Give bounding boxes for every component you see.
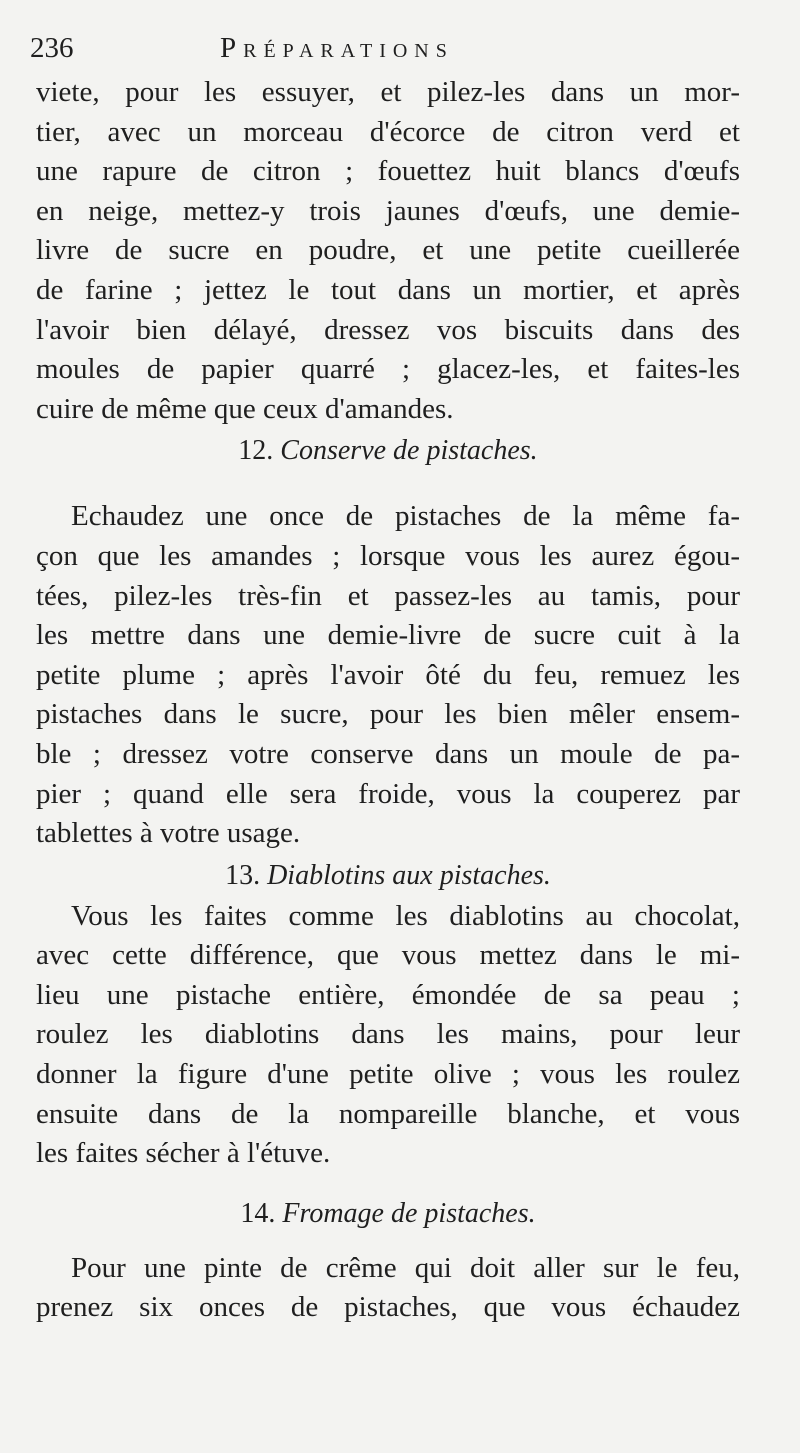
text-line: de farine ; jettez le tout dans un mortier, et après (36, 273, 740, 306)
running-head (30, 26, 590, 70)
recipe-heading (36, 429, 740, 472)
text-line: lieu une pistache entière, émondée de sa peau ; (36, 978, 740, 1011)
page-number: 236 (30, 32, 74, 64)
text-line: avec cette différence, que vous mettez dans le mi- (36, 939, 740, 972)
recipe-heading (36, 854, 740, 897)
recipe-title: Fromage de pistaches. (282, 1197, 536, 1229)
text-line: en neige, mettez-y trois jaunes d'œufs, une demie- (36, 194, 740, 227)
text-line: Vous les faites comme les diablotins au chocolat, (71, 899, 740, 932)
recipe-number: 13. (225, 859, 261, 891)
recipe-title: Conserve de pistaches. (280, 435, 538, 467)
text-line: prenez six onces de pistaches, que vous échaudez (36, 1291, 740, 1324)
text-line: çon que les amandes ; lorsque vous les aurez égou- (36, 539, 740, 572)
text-line: ensuite dans de la nompareille blanche, et vous (36, 1097, 740, 1130)
text-line: cuire de même que ceux d'amandes. (36, 392, 454, 425)
text-line: tablettes à votre usage. (36, 817, 301, 850)
text-line: donner la figure d'une petite olive ; vous les roulez (36, 1058, 740, 1091)
text-line: livre de sucre en poudre, et une petite cueillerée (36, 234, 740, 267)
recipe-section-13 (36, 854, 740, 1174)
recipe-title: Diablotins aux pistaches. (267, 859, 551, 891)
text-line: viete, pour les essuyer, et pilez-les dans un mor- (36, 76, 740, 108)
text-line: les faites sécher à l'étuve. (36, 1137, 331, 1170)
text-line: ble ; dressez votre conserve dans un moule de pa- (36, 737, 740, 770)
text-line: l'avoir bien délayé, dressez vos biscuits dans des (36, 313, 740, 346)
recipe-section-14 (36, 1174, 740, 1328)
text-line: roulez les diablotins dans les mains, pour leur (36, 1018, 740, 1051)
recipe-heading (36, 1192, 740, 1235)
text-line: pistaches dans le sucre, pour les bien mêler ensem- (36, 698, 740, 731)
text-line: pier ; quand elle sera froide, vous la couperez par (36, 777, 740, 810)
running-title: Préparations (220, 32, 454, 64)
text-line: une rapure de citron ; fouettez huit blancs d'œufs (36, 155, 740, 188)
recipe-section-12 (36, 429, 740, 853)
continued-paragraph (36, 73, 740, 429)
recipe-number: 12. (238, 435, 274, 467)
text-line: les mettre dans une demie-livre de sucre cuit à la (36, 619, 740, 652)
page-body (36, 73, 740, 1328)
text-line: moules de papier quarré ; glacez-les, et faites-les (36, 353, 740, 386)
recipe-number: 14. (240, 1197, 276, 1229)
text-line: Pour une pinte de crême qui doit aller sur le feu, (71, 1251, 740, 1284)
text-line: Echaudez une once de pistaches de la même fa- (71, 500, 740, 533)
text-line: tées, pilez-les très-fin et passez-les au tamis, pour (36, 579, 740, 612)
text-line: tier, avec un morceau d'écorce de citron verd et (36, 115, 740, 148)
text-line: petite plume ; après l'avoir ôté du feu, remuez les (36, 658, 740, 691)
